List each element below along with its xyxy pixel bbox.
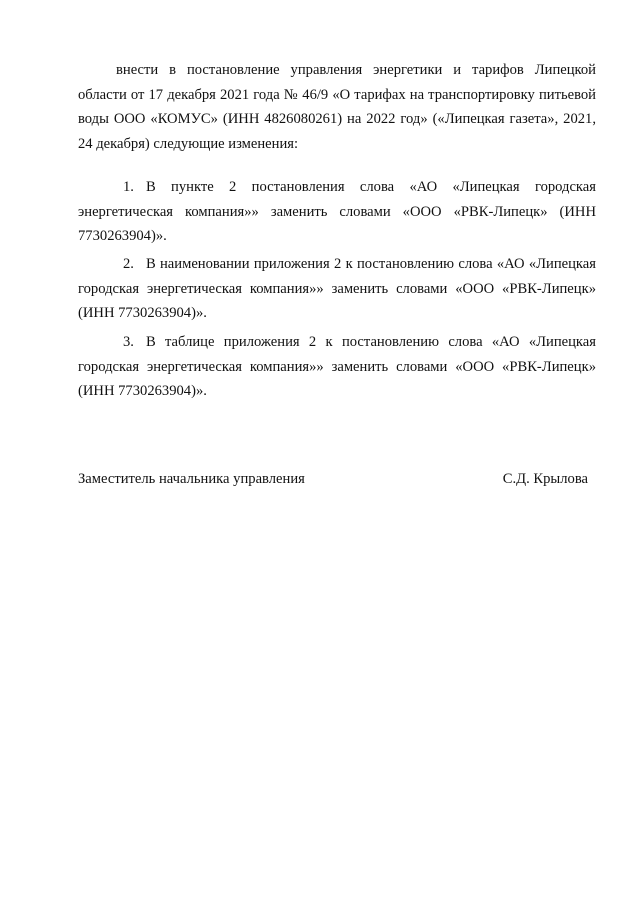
list-item [78, 175, 596, 249]
list-item [78, 252, 596, 326]
signatory-name: С.Д. Крылова [502, 471, 588, 487]
item-number: 2. [123, 256, 134, 272]
item-text: В пункте 2 постановления слова «АО «Липецкая городская энергетическая компания»» заменить словами «ООО «РВК-Липецк» (ИНН 7730263904)». [78, 179, 596, 244]
item-text: В таблице приложения 2 к постановлению слова «АО «Липецкая городская энергетическая компания»» заменить словами «ООО «РВК-Липецк» (ИНН 7730263904)». [78, 334, 596, 399]
item-number: 1. [123, 179, 134, 195]
signatory-position: Заместитель начальника управления [78, 471, 305, 487]
item-text: В наименовании приложения 2 к постановлению слова «АО «Липецкая городская энергетическая компания»» заменить словами «ООО «РВК-Липецк» (ИНН 7730263904)». [78, 256, 596, 321]
intro-paragraph: внести в постановление управления энергетики и тарифов Липецкой области от 17 декабря 2021 года № 46/9 «О тарифах на транспортировку питьевой воды ООО «КОМУС» (ИНН 4826080261) на 2022 год» («Липецкая газета», 2021, 24 декабря) следующие изменения: [78, 62, 596, 152]
item-number: 3. [123, 334, 134, 350]
signature-block [78, 467, 596, 492]
list-item [78, 330, 596, 404]
